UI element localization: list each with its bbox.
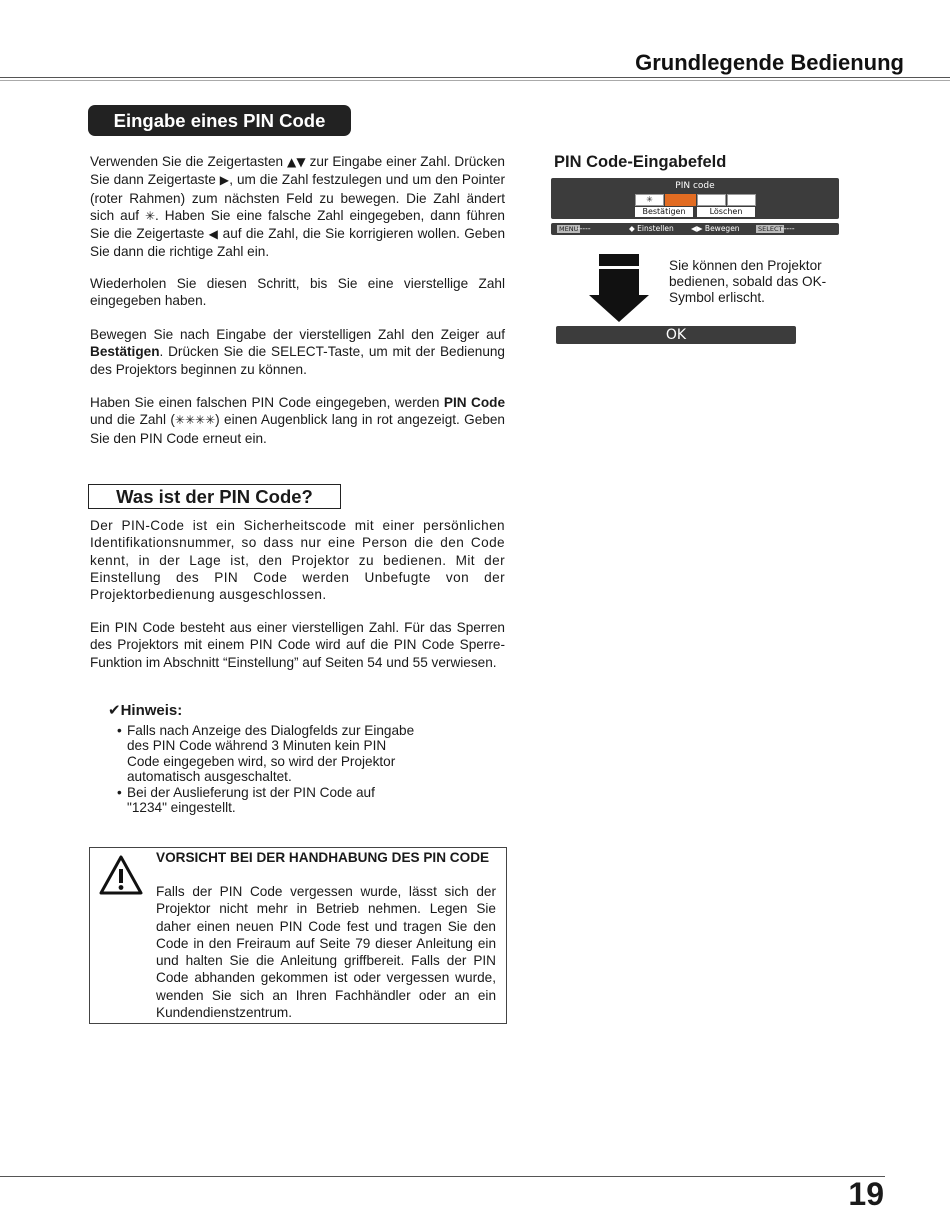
caution-text: Falls der PIN Code vergessen wurde, lässt sich der Projektor nicht mehr in Betrieb nehmen. Legen Sie daher einen neuen PIN Code fest und tragen Sie den Code in den Freiraum auf Seite 79 dieser Anleitung ein und halten Sie die Anleitung griffbereit. Falls der PIN Code abhanden gekommen ist oder vergessen wurde, wenden Sie sich an Ihren Fachhändler oder an ein Kundendienstzentrum. bbox=[156, 884, 496, 1021]
note-heading: ✔Hinweis: bbox=[108, 702, 183, 719]
paragraph-pin-entry-3 bbox=[90, 326, 505, 378]
ok-indicator: OK bbox=[556, 326, 796, 344]
select-tag: SELECT bbox=[758, 225, 783, 233]
star-icon: ✳✳✳✳ bbox=[174, 413, 216, 428]
text: Bewegen Sie nach Eingabe der vierstelligen Zahl den Zeiger auf bbox=[90, 327, 505, 342]
osd-guide-bar bbox=[551, 223, 839, 235]
text: . Haben Sie eine falsche Zahl eingegeben, dann führen Sie die Zeigertaste bbox=[90, 207, 505, 242]
pin-digit-cell bbox=[697, 194, 726, 206]
footer-rule bbox=[0, 1176, 885, 1177]
note-item: • Falls nach Anzeige des Dialogfelds zur Eingabe des PIN Code während 3 Minuten kein PIN Code eingegeben wird, so wird der Projektor automatisch ausgeschaltet. bbox=[117, 723, 417, 785]
pin-code-term: PIN Code bbox=[443, 395, 505, 410]
note-list bbox=[117, 723, 417, 815]
page-number: 19 bbox=[848, 1176, 884, 1212]
section-heading-pin-entry: Eingabe eines PIN Code bbox=[88, 105, 351, 136]
left-arrow-icon: ◀ bbox=[208, 227, 219, 242]
page-header-title: Grundlegende Bedienung bbox=[635, 50, 904, 75]
move-hint: ◀▶ Bewegen bbox=[691, 224, 740, 233]
confirm-term: Bestätigen bbox=[90, 344, 160, 360]
star-icon: ✳ bbox=[646, 195, 653, 204]
pin-digit-cell-active bbox=[665, 194, 696, 206]
clear-button: Löschen bbox=[697, 207, 755, 217]
text: und die Zahl ( bbox=[90, 412, 175, 428]
text: Verwenden Sie die Zeigertasten bbox=[90, 154, 287, 169]
confirm-button: Bestätigen bbox=[635, 207, 693, 217]
header-rule-2 bbox=[0, 80, 950, 81]
adjust-hint: ◆ Einstellen bbox=[629, 224, 674, 233]
down-arrow-icon bbox=[589, 252, 649, 324]
text: auf die Zahl, die Sie korrigieren wollen. Geben Sie dann die richtige Zahl ein. bbox=[90, 226, 506, 260]
paragraph-pin-entry-2: Wiederholen Sie diesen Schritt, bis Sie eine vierstellige Zahl eingegeben haben. bbox=[90, 276, 505, 309]
note-item: • Bei der Auslieferung ist der PIN Code auf "1234" eingestellt. bbox=[117, 785, 417, 816]
pin-dialog-title: PIN code bbox=[675, 181, 715, 191]
menu-tag: MENU bbox=[559, 225, 579, 233]
ok-note: Sie können den Projektor bedienen, sobald das OK-Symbol erlischt. bbox=[669, 258, 827, 306]
pin-digit-cell bbox=[635, 194, 664, 206]
caution-title: VORSICHT BEI DER HANDHABUNG DES PIN CODE bbox=[156, 850, 490, 865]
text: zur Eingabe einer Zahl. Drücken Sie dann Zeigertaste bbox=[90, 154, 505, 188]
text: Haben Sie einen falschen PIN Code eingegeben, werden bbox=[90, 395, 444, 410]
paragraph-pin-entry-4 bbox=[90, 394, 505, 447]
right-arrow-icon: ▶ bbox=[219, 173, 230, 188]
pin-panel-label: PIN Code-Eingabefeld bbox=[554, 153, 727, 171]
warning-triangle-icon bbox=[98, 854, 144, 896]
up-down-arrow-icon: ▲▼ bbox=[286, 155, 306, 169]
section-heading-what-is-pin: Was ist der PIN Code? bbox=[88, 484, 341, 509]
paragraph-pin-entry-1 bbox=[90, 153, 505, 261]
paragraph-what-is-pin-1: Der PIN-Code ist ein Sicherheitscode mit einer persönlichen Identifikationsnummer, so dass nur eine Person die den Code kennt, in der Lage ist, den Projektor zu bedienen. Mit der Einstellung des PIN Code werden Unbefugte von der Projektorbedienung ausgeschlossen. bbox=[90, 518, 505, 603]
paragraph-what-is-pin-2: Ein PIN Code besteht aus einer vierstelligen Zahl. Für das Sperren des Projektors mit einem PIN Code wird auf die PIN Code Sperre-Funktion im Abschnitt “Einstellung” auf Seiten 54 und 55 verwiesen. bbox=[90, 620, 505, 670]
pin-digit-cell bbox=[727, 194, 756, 206]
star-icon: ✳ bbox=[144, 208, 156, 223]
header-rule bbox=[0, 77, 950, 78]
text: . Drücken Sie die SELECT-Taste, um mit der Bedienung des Projektors beginnen zu können. bbox=[90, 344, 505, 377]
menu-value: ----- bbox=[577, 224, 591, 233]
text: ) einen Augenblick lang in rot angezeigt. Geben Sie den PIN Code erneut ein. bbox=[90, 412, 505, 446]
select-value: ----- bbox=[781, 224, 795, 233]
text: , um die Zahl festzulegen und um den Pointer (roter Rahmen) zum nächsten Feld zu bewegen. Die Zahl ändert sich auf bbox=[90, 172, 505, 223]
